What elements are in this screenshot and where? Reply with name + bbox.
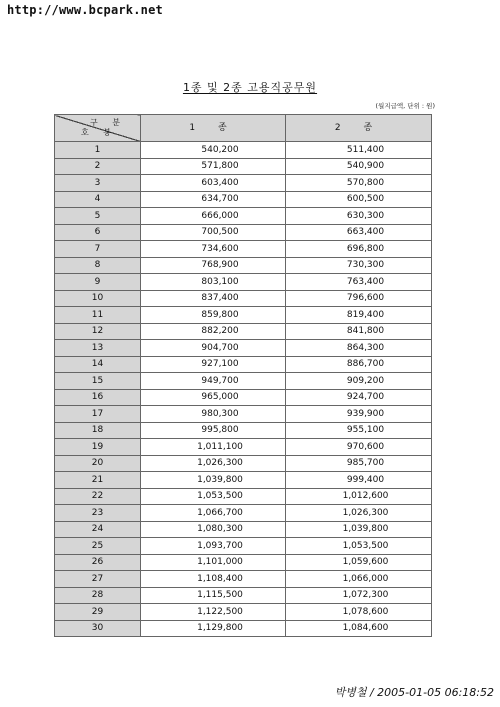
class1-amount-cell: 803,100 <box>141 274 286 291</box>
class2-amount-cell: 796,600 <box>286 290 432 307</box>
class1-amount-cell: 1,115,500 <box>141 587 286 604</box>
table-row <box>55 142 432 159</box>
class2-amount-cell: 985,700 <box>286 455 432 472</box>
class2-amount-cell: 570,800 <box>286 175 432 192</box>
step-cell: 29 <box>55 604 141 621</box>
class1-amount-cell: 1,066,700 <box>141 505 286 522</box>
class1-amount-cell: 603,400 <box>141 175 286 192</box>
class1-amount-cell: 1,026,300 <box>141 455 286 472</box>
class2-amount-cell: 540,900 <box>286 158 432 175</box>
class1-amount-cell: 859,800 <box>141 307 286 324</box>
step-cell: 20 <box>55 455 141 472</box>
step-cell: 1 <box>55 142 141 159</box>
step-cell: 18 <box>55 422 141 439</box>
table-row <box>55 472 432 489</box>
step-cell: 8 <box>55 257 141 274</box>
class2-amount-cell: 924,700 <box>286 389 432 406</box>
class2-amount-cell: 955,100 <box>286 422 432 439</box>
table-row <box>55 422 432 439</box>
class2-amount-cell: 1,066,000 <box>286 571 432 588</box>
footer-author-timestamp: 박병철 / 2005-01-05 06:18:52 <box>334 686 494 699</box>
class2-amount-cell: 886,700 <box>286 356 432 373</box>
class1-amount-cell: 1,080,300 <box>141 521 286 538</box>
step-cell: 13 <box>55 340 141 357</box>
class2-amount-cell: 1,072,300 <box>286 587 432 604</box>
step-cell: 28 <box>55 587 141 604</box>
table-row <box>55 175 432 192</box>
class1-amount-cell: 700,500 <box>141 224 286 241</box>
step-cell: 11 <box>55 307 141 324</box>
table-row <box>55 571 432 588</box>
table-row <box>55 439 432 456</box>
class1-amount-cell: 949,700 <box>141 373 286 390</box>
class2-amount-cell: 1,059,600 <box>286 554 432 571</box>
step-cell: 30 <box>55 620 141 637</box>
table-row <box>55 587 432 604</box>
class1-amount-cell: 1,129,800 <box>141 620 286 637</box>
table-row <box>55 521 432 538</box>
class1-amount-cell: 1,039,800 <box>141 472 286 489</box>
table-row <box>55 538 432 555</box>
class2-amount-cell: 1,026,300 <box>286 505 432 522</box>
class1-amount-cell: 540,200 <box>141 142 286 159</box>
class2-amount-cell: 909,200 <box>286 373 432 390</box>
table-row <box>55 274 432 291</box>
class1-amount-cell: 768,900 <box>141 257 286 274</box>
step-cell: 12 <box>55 323 141 340</box>
class1-amount-cell: 571,800 <box>141 158 286 175</box>
class2-amount-cell: 511,400 <box>286 142 432 159</box>
table-row <box>55 554 432 571</box>
step-cell: 16 <box>55 389 141 406</box>
class1-amount-cell: 1,122,500 <box>141 604 286 621</box>
header-step-label: 호 봉 <box>81 128 117 137</box>
class2-amount-cell: 841,800 <box>286 323 432 340</box>
step-cell: 6 <box>55 224 141 241</box>
class1-amount-cell: 904,700 <box>141 340 286 357</box>
class1-amount-cell: 995,800 <box>141 422 286 439</box>
step-cell: 21 <box>55 472 141 489</box>
class1-amount-cell: 634,700 <box>141 191 286 208</box>
step-cell: 24 <box>55 521 141 538</box>
table-row <box>55 290 432 307</box>
class2-amount-cell: 630,300 <box>286 208 432 225</box>
class2-amount-cell: 663,400 <box>286 224 432 241</box>
table-row <box>55 389 432 406</box>
step-cell: 14 <box>55 356 141 373</box>
step-cell: 2 <box>55 158 141 175</box>
step-cell: 19 <box>55 439 141 456</box>
site-url: http://www.bcpark.net <box>7 3 163 17</box>
class1-amount-cell: 882,200 <box>141 323 286 340</box>
step-cell: 25 <box>55 538 141 555</box>
step-cell: 27 <box>55 571 141 588</box>
class1-amount-cell: 965,000 <box>141 389 286 406</box>
table-row <box>55 488 432 505</box>
table-row <box>55 307 432 324</box>
class1-amount-cell: 1,108,400 <box>141 571 286 588</box>
page-title <box>0 79 500 95</box>
class2-amount-cell: 1,084,600 <box>286 620 432 637</box>
table-row <box>55 373 432 390</box>
table-row <box>55 455 432 472</box>
table-row <box>55 620 432 637</box>
table-row <box>55 208 432 225</box>
step-cell: 5 <box>55 208 141 225</box>
class1-amount-cell: 1,011,100 <box>141 439 286 456</box>
table-row <box>55 158 432 175</box>
table-row <box>55 257 432 274</box>
unit-note: (월지급액, 단위 : 원) <box>375 102 435 110</box>
table-row <box>55 406 432 423</box>
class1-amount-cell: 666,000 <box>141 208 286 225</box>
table-row <box>55 191 432 208</box>
step-cell: 23 <box>55 505 141 522</box>
table-row <box>55 356 432 373</box>
class2-amount-cell: 939,900 <box>286 406 432 423</box>
class1-amount-cell: 980,300 <box>141 406 286 423</box>
step-cell: 26 <box>55 554 141 571</box>
step-cell: 17 <box>55 406 141 423</box>
class1-amount-cell: 1,101,000 <box>141 554 286 571</box>
step-cell: 3 <box>55 175 141 192</box>
table-row <box>55 224 432 241</box>
column-header-class1: 1 종 <box>141 115 286 142</box>
class2-amount-cell: 999,400 <box>286 472 432 489</box>
class2-amount-cell: 970,600 <box>286 439 432 456</box>
class1-amount-cell: 927,100 <box>141 356 286 373</box>
page-title-text: 1종 및 2종 고용직공무원 <box>182 81 318 94</box>
step-cell: 7 <box>55 241 141 258</box>
class2-amount-cell: 600,500 <box>286 191 432 208</box>
class2-amount-cell: 819,400 <box>286 307 432 324</box>
class2-amount-cell: 1,078,600 <box>286 604 432 621</box>
step-cell: 22 <box>55 488 141 505</box>
table-row <box>55 241 432 258</box>
table-row <box>55 604 432 621</box>
class2-amount-cell: 1,012,600 <box>286 488 432 505</box>
class1-amount-cell: 1,053,500 <box>141 488 286 505</box>
header-diagonal-cell <box>55 115 141 142</box>
step-cell: 10 <box>55 290 141 307</box>
header-category-label: 구 분 <box>90 118 126 127</box>
table-row <box>55 505 432 522</box>
table-row <box>55 323 432 340</box>
class1-amount-cell: 734,600 <box>141 241 286 258</box>
class1-amount-cell: 837,400 <box>141 290 286 307</box>
class2-amount-cell: 696,800 <box>286 241 432 258</box>
step-cell: 15 <box>55 373 141 390</box>
salary-table <box>54 114 432 637</box>
class1-amount-cell: 1,093,700 <box>141 538 286 555</box>
step-cell: 4 <box>55 191 141 208</box>
step-cell: 9 <box>55 274 141 291</box>
class2-amount-cell: 763,400 <box>286 274 432 291</box>
table-row <box>55 340 432 357</box>
table-header-row <box>55 115 432 142</box>
column-header-class2: 2 종 <box>286 115 432 142</box>
class2-amount-cell: 1,039,800 <box>286 521 432 538</box>
class2-amount-cell: 864,300 <box>286 340 432 357</box>
class2-amount-cell: 730,300 <box>286 257 432 274</box>
class2-amount-cell: 1,053,500 <box>286 538 432 555</box>
